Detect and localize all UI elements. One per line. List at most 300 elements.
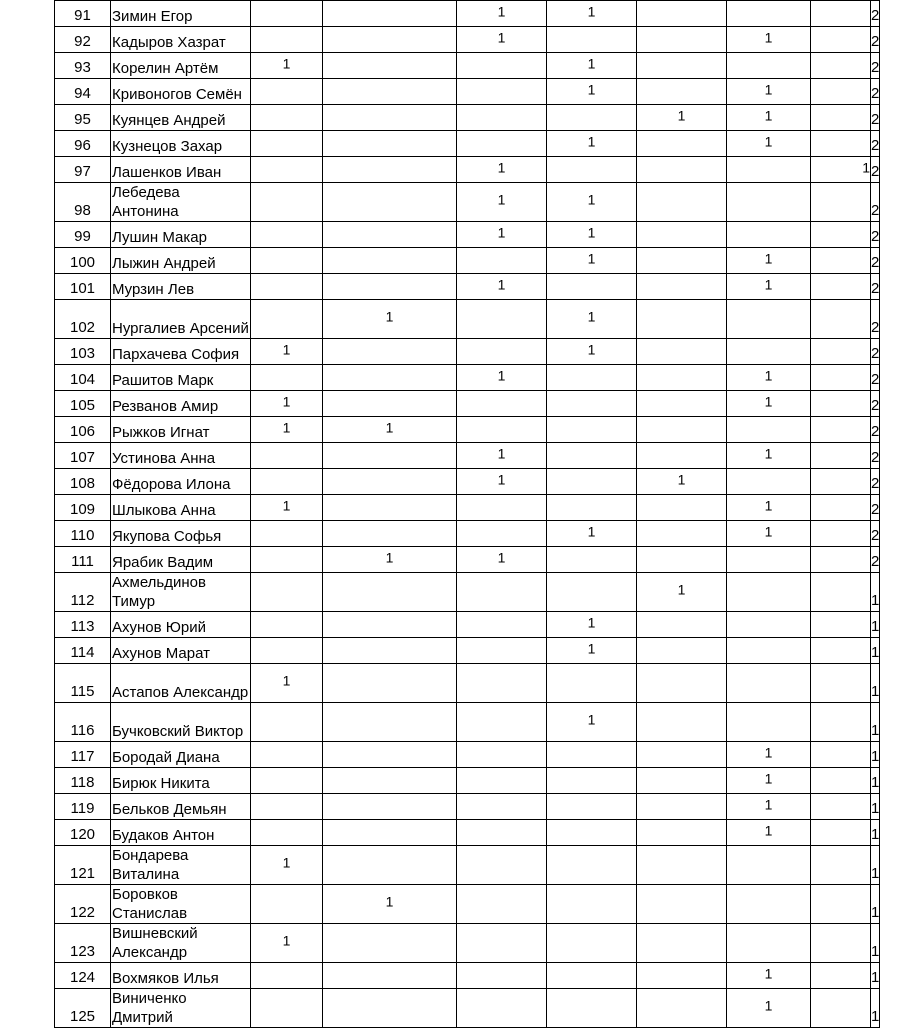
mark-cell bbox=[727, 794, 811, 820]
mark-cell bbox=[811, 274, 871, 300]
mark-cell bbox=[547, 131, 637, 157]
row-total: 1 bbox=[871, 924, 880, 963]
mark-cell bbox=[323, 222, 457, 248]
mark-cell bbox=[547, 573, 637, 612]
mark-cell bbox=[323, 573, 457, 612]
table-row bbox=[55, 339, 880, 365]
row-number: 107 bbox=[55, 443, 111, 469]
mark-cell bbox=[637, 612, 727, 638]
row-total: 2 bbox=[871, 300, 880, 339]
mark-cell bbox=[811, 924, 871, 963]
mark-cell bbox=[547, 768, 637, 794]
mark-value: 1 bbox=[764, 275, 773, 292]
row-number: 104 bbox=[55, 365, 111, 391]
mark-cell bbox=[323, 79, 457, 105]
mark-value: 1 bbox=[587, 80, 596, 97]
mark-cell bbox=[547, 1, 637, 27]
mark-cell bbox=[811, 222, 871, 248]
student-name: Астапов Александр bbox=[111, 664, 251, 703]
row-total: 1 bbox=[871, 963, 880, 989]
table-row bbox=[55, 183, 880, 222]
mark-cell bbox=[637, 820, 727, 846]
student-name: Лашенков Иван bbox=[111, 157, 251, 183]
student-name: Кривоногов Семён bbox=[111, 79, 251, 105]
mark-cell bbox=[457, 612, 547, 638]
row-number: 112 bbox=[55, 573, 111, 612]
mark-value: 1 bbox=[587, 54, 596, 71]
mark-cell bbox=[323, 248, 457, 274]
mark-cell bbox=[811, 157, 871, 183]
mark-value: 1 bbox=[587, 522, 596, 539]
student-name: Боровков Станислав bbox=[111, 885, 251, 924]
mark-cell bbox=[251, 365, 323, 391]
student-name: Зимин Егор bbox=[111, 1, 251, 27]
mark-cell bbox=[637, 846, 727, 885]
mark-cell bbox=[251, 612, 323, 638]
row-number: 111 bbox=[55, 547, 111, 573]
mark-value: 1 bbox=[385, 418, 394, 435]
mark-cell bbox=[547, 547, 637, 573]
mark-cell bbox=[811, 365, 871, 391]
mark-cell bbox=[727, 703, 811, 742]
table-row bbox=[55, 885, 880, 924]
mark-value: 1 bbox=[587, 249, 596, 266]
student-name: Фёдорова Илона bbox=[111, 469, 251, 495]
student-name: Корелин Артём bbox=[111, 53, 251, 79]
mark-cell bbox=[637, 222, 727, 248]
table-row bbox=[55, 27, 880, 53]
mark-cell bbox=[323, 183, 457, 222]
mark-cell bbox=[727, 222, 811, 248]
mark-cell bbox=[727, 1, 811, 27]
mark-cell bbox=[811, 573, 871, 612]
row-number: 102 bbox=[55, 300, 111, 339]
student-name: Мурзин Лев bbox=[111, 274, 251, 300]
mark-cell bbox=[251, 27, 323, 53]
mark-cell bbox=[637, 742, 727, 768]
student-name: Рашитов Марк bbox=[111, 365, 251, 391]
mark-value: 1 bbox=[587, 2, 596, 19]
mark-cell bbox=[727, 300, 811, 339]
table-row bbox=[55, 222, 880, 248]
row-total: 2 bbox=[871, 443, 880, 469]
mark-value: 1 bbox=[764, 444, 773, 461]
student-name: Лушин Макар bbox=[111, 222, 251, 248]
mark-cell bbox=[637, 794, 727, 820]
student-name: Ярабик Вадим bbox=[111, 547, 251, 573]
table-row bbox=[55, 963, 880, 989]
mark-cell bbox=[251, 963, 323, 989]
mark-cell bbox=[323, 794, 457, 820]
table-row bbox=[55, 105, 880, 131]
mark-cell bbox=[251, 222, 323, 248]
row-number: 119 bbox=[55, 794, 111, 820]
row-total: 1 bbox=[871, 820, 880, 846]
mark-cell bbox=[727, 573, 811, 612]
mark-cell bbox=[727, 612, 811, 638]
table-row bbox=[55, 742, 880, 768]
mark-cell bbox=[457, 157, 547, 183]
row-total: 2 bbox=[871, 365, 880, 391]
mark-cell bbox=[811, 339, 871, 365]
row-total: 2 bbox=[871, 521, 880, 547]
student-name: Кадыров Хазрат bbox=[111, 27, 251, 53]
student-name: Куянцев Андрей bbox=[111, 105, 251, 131]
mark-value: 1 bbox=[282, 54, 291, 71]
table-row bbox=[55, 846, 880, 885]
row-total: 1 bbox=[871, 768, 880, 794]
mark-cell bbox=[547, 365, 637, 391]
table-row bbox=[55, 157, 880, 183]
mark-value: 1 bbox=[385, 893, 394, 910]
mark-cell bbox=[323, 846, 457, 885]
mark-cell bbox=[251, 547, 323, 573]
mark-value: 1 bbox=[587, 308, 596, 325]
mark-cell bbox=[727, 443, 811, 469]
mark-cell bbox=[547, 638, 637, 664]
mark-cell bbox=[547, 612, 637, 638]
mark-value: 1 bbox=[764, 795, 773, 812]
mark-cell bbox=[547, 495, 637, 521]
mark-cell bbox=[547, 963, 637, 989]
table-row bbox=[55, 469, 880, 495]
mark-cell bbox=[457, 885, 547, 924]
mark-value: 1 bbox=[282, 340, 291, 357]
mark-cell bbox=[727, 989, 811, 1028]
mark-cell bbox=[727, 521, 811, 547]
mark-cell bbox=[323, 638, 457, 664]
mark-cell bbox=[811, 547, 871, 573]
student-name: Нургалиев Арсений bbox=[111, 300, 251, 339]
row-number: 123 bbox=[55, 924, 111, 963]
mark-cell bbox=[811, 248, 871, 274]
mark-cell bbox=[727, 885, 811, 924]
mark-cell bbox=[323, 664, 457, 703]
table-row bbox=[55, 794, 880, 820]
mark-value: 1 bbox=[764, 249, 773, 266]
mark-cell bbox=[457, 495, 547, 521]
mark-cell bbox=[323, 469, 457, 495]
mark-cell bbox=[323, 495, 457, 521]
row-number: 92 bbox=[55, 27, 111, 53]
mark-cell bbox=[547, 846, 637, 885]
mark-value: 1 bbox=[587, 613, 596, 630]
mark-cell bbox=[251, 300, 323, 339]
mark-value: 1 bbox=[497, 28, 506, 45]
mark-cell bbox=[457, 768, 547, 794]
table-row bbox=[55, 417, 880, 443]
mark-cell bbox=[727, 131, 811, 157]
student-name: Бирюк Никита bbox=[111, 768, 251, 794]
student-name: Виниченко Дмитрий bbox=[111, 989, 251, 1028]
mark-cell bbox=[811, 105, 871, 131]
mark-cell bbox=[637, 989, 727, 1028]
mark-cell bbox=[251, 885, 323, 924]
student-name: Вохмяков Илья bbox=[111, 963, 251, 989]
mark-cell bbox=[811, 443, 871, 469]
mark-cell bbox=[811, 664, 871, 703]
mark-cell bbox=[323, 820, 457, 846]
mark-value: 1 bbox=[587, 711, 596, 728]
table-row bbox=[55, 53, 880, 79]
score-table bbox=[54, 0, 880, 1028]
row-total: 1 bbox=[871, 794, 880, 820]
mark-cell bbox=[457, 638, 547, 664]
mark-cell bbox=[251, 495, 323, 521]
mark-value: 1 bbox=[764, 80, 773, 97]
mark-value: 1 bbox=[587, 223, 596, 240]
student-name: Ахунов Юрий bbox=[111, 612, 251, 638]
mark-cell bbox=[637, 1, 727, 27]
mark-cell bbox=[547, 924, 637, 963]
student-name: Бородай Диана bbox=[111, 742, 251, 768]
table-row bbox=[55, 274, 880, 300]
row-number: 124 bbox=[55, 963, 111, 989]
mark-cell bbox=[457, 664, 547, 703]
mark-cell bbox=[457, 547, 547, 573]
row-total: 1 bbox=[871, 703, 880, 742]
mark-cell bbox=[457, 105, 547, 131]
mark-cell bbox=[457, 365, 547, 391]
student-name: Якупова Софья bbox=[111, 521, 251, 547]
mark-cell bbox=[323, 885, 457, 924]
mark-cell bbox=[251, 794, 323, 820]
mark-cell bbox=[811, 79, 871, 105]
mark-cell bbox=[547, 157, 637, 183]
mark-cell bbox=[727, 495, 811, 521]
row-total: 2 bbox=[871, 27, 880, 53]
mark-cell bbox=[251, 521, 323, 547]
row-number: 110 bbox=[55, 521, 111, 547]
mark-cell bbox=[547, 79, 637, 105]
mark-cell bbox=[637, 105, 727, 131]
mark-cell bbox=[637, 703, 727, 742]
student-name: Лебедева Антонина bbox=[111, 183, 251, 222]
mark-value: 1 bbox=[587, 340, 596, 357]
mark-cell bbox=[637, 274, 727, 300]
mark-cell bbox=[637, 27, 727, 53]
row-number: 105 bbox=[55, 391, 111, 417]
table-row bbox=[55, 703, 880, 742]
mark-cell bbox=[637, 183, 727, 222]
mark-cell bbox=[457, 742, 547, 768]
mark-cell bbox=[637, 53, 727, 79]
mark-value: 1 bbox=[497, 191, 506, 208]
mark-cell bbox=[637, 391, 727, 417]
mark-value: 1 bbox=[764, 106, 773, 123]
mark-cell bbox=[547, 222, 637, 248]
row-number: 117 bbox=[55, 742, 111, 768]
mark-cell bbox=[547, 521, 637, 547]
table-row bbox=[55, 79, 880, 105]
mark-cell bbox=[727, 963, 811, 989]
mark-value: 1 bbox=[497, 444, 506, 461]
mark-cell bbox=[637, 248, 727, 274]
mark-value: 1 bbox=[587, 639, 596, 656]
row-total: 1 bbox=[871, 664, 880, 703]
mark-value: 1 bbox=[764, 821, 773, 838]
mark-cell bbox=[727, 469, 811, 495]
mark-cell bbox=[457, 703, 547, 742]
table-row bbox=[55, 924, 880, 963]
mark-cell bbox=[637, 79, 727, 105]
row-number: 108 bbox=[55, 469, 111, 495]
mark-cell bbox=[251, 846, 323, 885]
mark-cell bbox=[727, 924, 811, 963]
mark-cell bbox=[251, 1, 323, 27]
table-row bbox=[55, 638, 880, 664]
mark-cell bbox=[457, 183, 547, 222]
mark-cell bbox=[323, 547, 457, 573]
row-total: 2 bbox=[871, 547, 880, 573]
mark-cell bbox=[323, 924, 457, 963]
student-name: Резванов Амир bbox=[111, 391, 251, 417]
table-row bbox=[55, 547, 880, 573]
mark-cell bbox=[727, 664, 811, 703]
mark-cell bbox=[727, 547, 811, 573]
row-number: 99 bbox=[55, 222, 111, 248]
mark-cell bbox=[727, 27, 811, 53]
mark-cell bbox=[727, 365, 811, 391]
mark-cell bbox=[323, 27, 457, 53]
mark-cell bbox=[547, 443, 637, 469]
mark-value: 1 bbox=[764, 964, 773, 981]
mark-cell bbox=[251, 768, 323, 794]
row-total: 2 bbox=[871, 469, 880, 495]
row-total: 2 bbox=[871, 248, 880, 274]
row-number: 120 bbox=[55, 820, 111, 846]
mark-cell bbox=[457, 924, 547, 963]
mark-cell bbox=[637, 924, 727, 963]
mark-cell bbox=[637, 417, 727, 443]
mark-value: 1 bbox=[385, 308, 394, 325]
student-name: Лыжин Андрей bbox=[111, 248, 251, 274]
mark-cell bbox=[547, 820, 637, 846]
mark-cell bbox=[457, 53, 547, 79]
table-row bbox=[55, 820, 880, 846]
mark-cell bbox=[811, 989, 871, 1028]
mark-cell bbox=[811, 521, 871, 547]
mark-value: 1 bbox=[282, 496, 291, 513]
mark-cell bbox=[251, 53, 323, 79]
mark-cell bbox=[811, 27, 871, 53]
mark-cell bbox=[637, 365, 727, 391]
mark-cell bbox=[547, 417, 637, 443]
mark-cell bbox=[323, 365, 457, 391]
mark-cell bbox=[457, 846, 547, 885]
mark-cell bbox=[811, 794, 871, 820]
student-name: Устинова Анна bbox=[111, 443, 251, 469]
mark-cell bbox=[727, 53, 811, 79]
mark-cell bbox=[323, 417, 457, 443]
mark-cell bbox=[251, 391, 323, 417]
mark-value: 1 bbox=[764, 132, 773, 149]
mark-cell bbox=[323, 274, 457, 300]
row-number: 91 bbox=[55, 1, 111, 27]
student-name: Кузнецов Захар bbox=[111, 131, 251, 157]
mark-cell bbox=[251, 443, 323, 469]
student-name: Пархачева София bbox=[111, 339, 251, 365]
mark-value: 1 bbox=[282, 418, 291, 435]
mark-value: 1 bbox=[497, 223, 506, 240]
mark-cell bbox=[811, 131, 871, 157]
student-name: Шлыкова Анна bbox=[111, 495, 251, 521]
table-row bbox=[55, 365, 880, 391]
row-number: 98 bbox=[55, 183, 111, 222]
mark-cell bbox=[811, 300, 871, 339]
mark-cell bbox=[637, 300, 727, 339]
table-row bbox=[55, 300, 880, 339]
mark-cell bbox=[251, 274, 323, 300]
student-name: Бучковский Виктор bbox=[111, 703, 251, 742]
table-row bbox=[55, 664, 880, 703]
mark-cell bbox=[251, 989, 323, 1028]
table-row bbox=[55, 573, 880, 612]
mark-cell bbox=[251, 131, 323, 157]
row-number: 103 bbox=[55, 339, 111, 365]
mark-cell bbox=[457, 794, 547, 820]
mark-cell bbox=[811, 53, 871, 79]
row-number: 93 bbox=[55, 53, 111, 79]
mark-value: 1 bbox=[385, 548, 394, 565]
row-number: 115 bbox=[55, 664, 111, 703]
mark-cell bbox=[457, 469, 547, 495]
mark-cell bbox=[811, 495, 871, 521]
mark-cell bbox=[811, 820, 871, 846]
mark-cell bbox=[547, 469, 637, 495]
mark-value: 1 bbox=[282, 854, 291, 871]
mark-cell bbox=[811, 846, 871, 885]
student-name: Вишневский Александр bbox=[111, 924, 251, 963]
table-row bbox=[55, 612, 880, 638]
mark-cell bbox=[811, 885, 871, 924]
mark-value: 1 bbox=[677, 106, 686, 123]
mark-cell bbox=[251, 248, 323, 274]
mark-cell bbox=[251, 703, 323, 742]
mark-cell bbox=[547, 339, 637, 365]
mark-value: 1 bbox=[764, 392, 773, 409]
row-number: 125 bbox=[55, 989, 111, 1028]
student-name: Будаков Антон bbox=[111, 820, 251, 846]
mark-cell bbox=[457, 27, 547, 53]
mark-cell bbox=[323, 521, 457, 547]
row-total: 1 bbox=[871, 989, 880, 1028]
mark-cell bbox=[727, 768, 811, 794]
mark-cell bbox=[323, 443, 457, 469]
student-name: Бельков Демьян bbox=[111, 794, 251, 820]
table-row bbox=[55, 989, 880, 1028]
mark-cell bbox=[457, 1, 547, 27]
mark-cell bbox=[811, 417, 871, 443]
table-body bbox=[55, 1, 880, 1028]
mark-cell bbox=[637, 963, 727, 989]
mark-value: 1 bbox=[497, 275, 506, 292]
mark-cell bbox=[637, 573, 727, 612]
mark-cell bbox=[811, 638, 871, 664]
mark-cell bbox=[457, 521, 547, 547]
mark-cell bbox=[727, 742, 811, 768]
mark-cell bbox=[457, 417, 547, 443]
mark-cell bbox=[323, 131, 457, 157]
mark-cell bbox=[323, 989, 457, 1028]
table-row bbox=[55, 391, 880, 417]
mark-cell bbox=[457, 339, 547, 365]
mark-cell bbox=[457, 820, 547, 846]
mark-cell bbox=[547, 183, 637, 222]
mark-cell bbox=[251, 79, 323, 105]
mark-cell bbox=[251, 573, 323, 612]
mark-cell bbox=[323, 157, 457, 183]
